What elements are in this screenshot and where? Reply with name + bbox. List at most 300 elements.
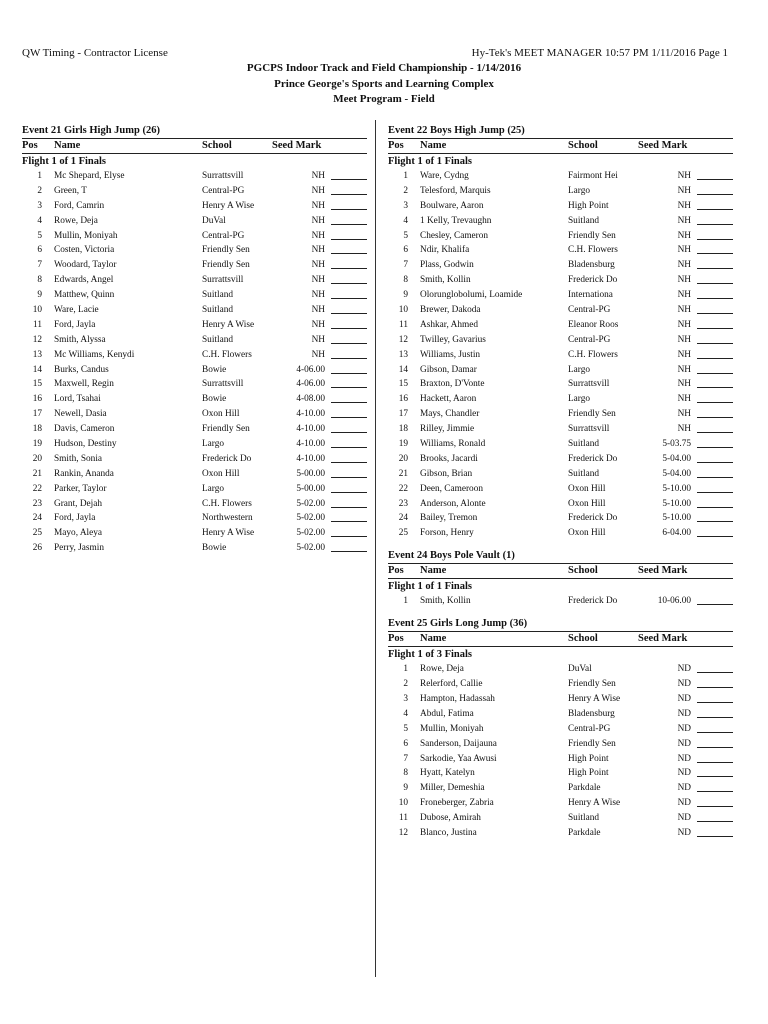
entry-pos: 5 [403,230,408,241]
entry-school: Frederick Do [568,596,618,607]
entry-seed-mark: NH [677,185,691,196]
entry-seed-mark: NH [311,215,325,226]
result-blank-line [331,298,367,299]
entry-school: Surrattsvill [568,379,610,390]
entry-school: Friendly Sen [202,424,250,435]
entry-row [22,377,367,392]
entry-seed-mark: NH [677,230,691,241]
result-blank-line [697,462,733,463]
entry-seed-mark: ND [677,679,691,690]
entry-school: Friendly Sen [568,738,616,749]
entry-school: Largo [568,185,591,196]
entry-school: Frederick Do [202,453,252,464]
entry-seed-mark: NH [677,349,691,360]
entry-pos: 10 [398,798,408,809]
entry-pos: 4 [403,215,408,226]
column-header-row [388,138,733,154]
result-blank-line [331,477,367,478]
result-blank-line [697,417,733,418]
entry-seed-mark: NH [677,275,691,286]
entry-name: Hudson, Destiny [54,439,117,450]
event-title: Event 25 Girls Long Jump (36) [388,618,528,630]
entry-row [22,437,367,452]
entry-school: DuVal [202,215,226,226]
entry-school: Suitland [202,305,233,316]
event-section [388,616,733,841]
entry-row [22,169,367,184]
entry-name: Forson, Henry [420,528,474,539]
entry-row [388,722,733,737]
result-blank-line [331,492,367,493]
entry-row [22,348,367,363]
result-blank-line [697,604,733,605]
entry-pos: 2 [403,679,408,690]
meet-title: PGCPS Indoor Track and Field Championship - 1/14/2016 [246,62,522,74]
entry-row [388,467,733,482]
entry-name: Hampton, Hadassah [420,693,495,704]
result-blank-line [697,836,733,837]
entry-pos: 23 [398,498,408,509]
entry-pos: 18 [398,424,408,435]
entry-pos: 13 [398,349,408,360]
result-blank-line [331,194,367,195]
entry-name: Williams, Justin [420,349,481,360]
entry-seed-mark: 5-00.00 [296,468,325,479]
entry-seed-mark: ND [677,768,691,779]
entry-name: Rowe, Deja [420,664,464,675]
entry-name: Burks, Candus [54,364,109,375]
entry-school: Suitland [568,468,599,479]
column-divider [375,120,376,977]
entry-row [388,526,733,541]
entry-seed-mark: NH [677,200,691,211]
event-title: Event 22 Boys High Jump (25) [388,125,525,136]
result-blank-line [697,387,733,388]
entry-pos: 7 [403,753,408,764]
entry-school: Bowie [202,394,227,405]
entry-row [388,594,733,609]
result-blank-line [697,806,733,807]
entry-row [22,318,367,333]
entry-seed-mark: NH [677,260,691,271]
entry-pos: 3 [403,200,408,211]
entry-pos: 9 [37,290,42,301]
entry-name: Gibson, Damar [420,364,477,375]
entry-name: Dubose, Amirah [420,813,481,824]
entry-name: Rankin, Ananda [54,468,114,479]
entry-school: C.H. Flowers [202,349,252,360]
entry-name: Lord, Tsahai [54,394,101,405]
entry-pos: 9 [403,290,408,301]
entry-seed-mark: ND [677,813,691,824]
event-title: Event 24 Boys Pole Vault (1) [388,550,515,562]
entry-school: Central-PG [568,334,611,345]
entry-school: Bladensburg [568,708,615,719]
entry-school: Suitland [568,813,599,824]
header-pos: Pos [388,633,404,645]
entry-row [22,243,367,258]
entry-seed-mark: NH [677,171,691,181]
entry-pos: 12 [398,334,408,345]
entry-pos: 14 [32,364,42,375]
entry-seed-mark: 4-10.00 [296,453,325,464]
entry-row [388,781,733,796]
entry-name: Froneberger, Zabria [420,798,494,809]
entry-school: Frederick Do [568,513,618,524]
entry-pos: 13 [32,349,42,360]
entry-seed-mark: ND [677,798,691,809]
program-title: Meet Program - Field [333,93,435,105]
entry-pos: 14 [398,364,408,375]
entry-pos: 23 [32,498,42,509]
entry-school: Surrattsvill [202,275,244,286]
result-blank-line [331,209,367,210]
entry-pos: 5 [37,230,42,241]
entry-name: Rowe, Deja [54,215,98,226]
entry-pos: 17 [398,409,408,420]
entry-school: Henry A Wise [202,200,255,211]
entry-pos: 1 [403,171,408,181]
entry-name: Miller, Demeshia [420,783,485,794]
result-blank-line [697,747,733,748]
header-seed-mark: Seed Mark [638,633,688,645]
entry-school: DuVal [568,664,592,675]
entry-school: Parkdale [568,827,601,838]
entry-pos: 6 [37,245,42,256]
entry-seed-mark: ND [677,827,691,838]
entry-row [388,437,733,452]
flight-label: Flight 1 of 1 Finals [388,156,473,167]
entry-school: Henry A Wise [202,528,255,539]
entry-school: Largo [568,394,591,405]
left-column [22,123,367,563]
entry-row [388,811,733,826]
entry-pos: 20 [32,453,42,464]
entry-school: Friendly Sen [202,260,250,271]
entry-seed-mark: ND [677,783,691,794]
entry-school: C.H. Flowers [202,498,252,509]
entry-name: Edwards, Angel [54,275,114,286]
entry-name: Gibson, Brian [420,468,473,479]
entry-pos: 16 [32,394,42,405]
entry-name: Boulware, Aaron [420,200,484,211]
entry-row [22,333,367,348]
result-blank-line [697,224,733,225]
entry-pos: 4 [403,708,408,719]
entry-pos: 24 [398,513,408,524]
entry-seed-mark: 4-10.00 [296,424,325,435]
entry-school: Bowie [202,543,227,554]
entry-pos: 22 [32,483,42,494]
entry-name: Smith, Kollin [420,596,471,607]
entry-name: Mays, Chandler [420,409,480,420]
entry-pos: 20 [398,453,408,464]
entry-pos: 6 [403,738,408,749]
software-timestamp: Hy-Tek's MEET MANAGER 10:57 PM 1/11/2016 Page 1 [471,47,728,59]
entry-name: Williams, Ronald [420,439,486,450]
entry-row [388,766,733,781]
entry-row [22,541,367,556]
result-blank-line [697,717,733,718]
entry-pos: 26 [32,543,42,554]
column-header-row [22,138,367,154]
entry-row [388,796,733,811]
result-blank-line [697,313,733,314]
entry-school: Friendly Sen [202,245,250,256]
entry-row [388,677,733,692]
entry-row [22,497,367,512]
result-blank-line [331,417,367,418]
entry-pos: 10 [398,305,408,316]
entry-seed-mark: 5-02.00 [296,498,325,509]
entry-pos: 3 [37,200,42,211]
entry-school: Fairmont Hei [568,171,618,181]
result-blank-line [697,536,733,537]
entry-seed-mark: ND [677,723,691,734]
entry-seed-mark: 5-02.00 [296,513,325,524]
entry-seed-mark: NH [677,305,691,316]
entry-school: Bladensburg [568,260,615,271]
entry-seed-mark: 5-03.75 [662,439,691,450]
header-pos: Pos [388,140,404,151]
entry-seed-mark: 4-10.00 [296,439,325,450]
entry-seed-mark: 4-08.00 [296,394,325,405]
entry-row [388,422,733,437]
entry-name: Smith, Kollin [420,275,471,286]
entry-row [22,303,367,318]
header-school: School [202,140,232,151]
entry-name: Ware, Cydng [420,171,469,181]
entry-name: Hackett, Aaron [420,394,477,405]
result-blank-line [331,521,367,522]
entry-seed-mark: 5-10.00 [662,513,691,524]
result-blank-line [331,447,367,448]
entry-name: Davis, Cameron [54,424,115,435]
result-blank-line [697,209,733,210]
entry-row [388,707,733,722]
entry-name: Green, T [54,185,87,196]
result-blank-line [697,194,733,195]
entry-seed-mark: NH [311,200,325,211]
result-blank-line [331,432,367,433]
entry-seed-mark: NH [311,171,325,181]
header-school: School [568,633,598,645]
entry-name: Deen, Cameroon [420,483,483,494]
entry-pos: 11 [33,319,42,330]
result-blank-line [331,551,367,552]
entry-pos: 2 [37,185,42,196]
entry-seed-mark: NH [311,245,325,256]
entry-school: High Point [568,200,609,211]
entry-seed-mark: 5-04.00 [662,453,691,464]
result-blank-line [697,179,733,180]
result-blank-line [331,239,367,240]
entry-row [22,526,367,541]
entry-name: Olorunglobolumi, Loamide [420,290,523,301]
entry-school: Largo [202,439,225,450]
header-seed-mark: Seed Mark [272,140,322,151]
entry-school: Northwestern [202,513,253,524]
entry-row [388,214,733,229]
entry-row [22,482,367,497]
result-blank-line [697,343,733,344]
result-blank-line [331,179,367,180]
entry-name: Ford, Jayla [54,513,96,524]
event-section [388,123,733,541]
entry-name: Telesford, Marquis [420,185,491,196]
entry-pos: 9 [403,783,408,794]
entry-row [22,214,367,229]
entry-school: Central-PG [202,185,245,196]
entry-school: Central-PG [202,230,245,241]
flight-label: Flight 1 of 1 Finals [22,156,107,167]
result-blank-line [697,268,733,269]
entry-row [388,377,733,392]
entry-pos: 8 [37,275,42,286]
flight-label: Flight 1 of 3 Finals [388,649,473,661]
entry-seed-mark: NH [677,245,691,256]
result-blank-line [697,687,733,688]
entry-row [22,229,367,244]
entry-name: 1 Kelly, Trevaughn [420,215,492,226]
entry-pos: 15 [32,379,42,390]
entry-seed-mark: 4-06.00 [296,379,325,390]
entry-school: Frederick Do [568,453,618,464]
entry-pos: 19 [398,439,408,450]
entry-pos: 11 [399,813,408,824]
entry-school: Surrattsvill [202,171,244,181]
entry-name: Blanco, Justina [420,827,477,838]
result-blank-line [697,239,733,240]
entry-seed-mark: 6-04.00 [662,528,691,539]
entry-seed-mark: NH [311,230,325,241]
header-name: Name [420,633,447,645]
entry-pos: 19 [32,439,42,450]
entry-name: Woodard, Taylor [54,260,117,271]
result-blank-line [697,253,733,254]
result-blank-line [697,776,733,777]
entry-name: Chesley, Cameron [420,230,489,241]
entry-seed-mark: NH [311,260,325,271]
entry-row [22,511,367,526]
entry-name: Sarkodie, Yaa Awusi [420,753,497,764]
entry-name: Perry, Jasmin [54,543,105,554]
header-school: School [568,565,598,577]
entry-name: Ashkar, Ahmed [420,319,478,330]
entry-seed-mark: NH [311,319,325,330]
entry-school: High Point [568,753,609,764]
entry-row [22,407,367,422]
entry-school: Henry A Wise [568,693,621,704]
entry-school: Suitland [202,334,233,345]
header-name: Name [420,140,447,151]
right-column [388,123,733,848]
result-blank-line [331,462,367,463]
entry-school: Central-PG [568,305,611,316]
entry-school: Largo [202,483,225,494]
result-blank-line [697,821,733,822]
entry-seed-mark: ND [677,738,691,749]
entry-row [22,467,367,482]
entry-row [388,407,733,422]
entry-seed-mark: NH [677,379,691,390]
result-blank-line [331,268,367,269]
entry-school: Henry A Wise [568,798,621,809]
entry-seed-mark: 5-02.00 [296,528,325,539]
entry-row [388,169,733,184]
result-blank-line [697,791,733,792]
entry-name: Plass, Godwin [420,260,474,271]
entry-row [388,482,733,497]
entry-name: Ford, Camrin [54,200,105,211]
entry-row [388,737,733,752]
result-blank-line [331,343,367,344]
entry-pos: 7 [403,260,408,271]
entry-row [22,199,367,214]
header-seed-mark: Seed Mark [638,140,688,151]
entry-seed-mark: 5-04.00 [662,468,691,479]
entry-row [388,392,733,407]
entry-pos: 17 [32,409,42,420]
result-blank-line [331,283,367,284]
entry-pos: 4 [37,215,42,226]
entry-pos: 15 [398,379,408,390]
entry-row [22,273,367,288]
entry-row [388,243,733,258]
entry-name: Mullin, Moniyah [420,723,484,734]
result-blank-line [697,507,733,508]
result-blank-line [697,298,733,299]
entry-seed-mark: NH [677,215,691,226]
entry-seed-mark: 10-06.00 [657,596,691,607]
header-seed-mark: Seed Mark [638,565,688,577]
entry-seed-mark: NH [311,185,325,196]
entry-seed-mark: NH [311,349,325,360]
entry-name: Sanderson, Daijauna [420,738,497,749]
entry-seed-mark: 5-10.00 [662,498,691,509]
event-section [22,123,367,556]
result-blank-line [697,328,733,329]
event-section [388,548,733,609]
entry-seed-mark: NH [677,290,691,301]
entry-school: Eleanor Roos [568,319,619,330]
entry-seed-mark: 5-10.00 [662,483,691,494]
entry-row [22,422,367,437]
result-blank-line [697,373,733,374]
entry-school: Central-PG [568,723,611,734]
entry-seed-mark: NH [311,305,325,316]
entry-school: Oxon Hill [202,409,240,420]
entry-name: Mullin, Moniyah [54,230,118,241]
header-name: Name [420,565,447,577]
entry-school: Internationa [568,290,613,301]
result-blank-line [331,373,367,374]
entry-pos: 22 [398,483,408,494]
entry-pos: 25 [32,528,42,539]
entry-school: Friendly Sen [568,230,616,241]
entry-row [22,452,367,467]
entry-seed-mark: ND [677,693,691,704]
entry-row [388,288,733,303]
entry-school: Surrattsvill [568,424,610,435]
entry-school: C.H. Flowers [568,349,618,360]
entry-pos: 8 [403,768,408,779]
entry-seed-mark: NH [677,394,691,405]
entry-seed-mark: 5-02.00 [296,543,325,554]
entry-name: Smith, Alyssa [54,334,106,345]
entry-row [388,258,733,273]
result-blank-line [697,283,733,284]
